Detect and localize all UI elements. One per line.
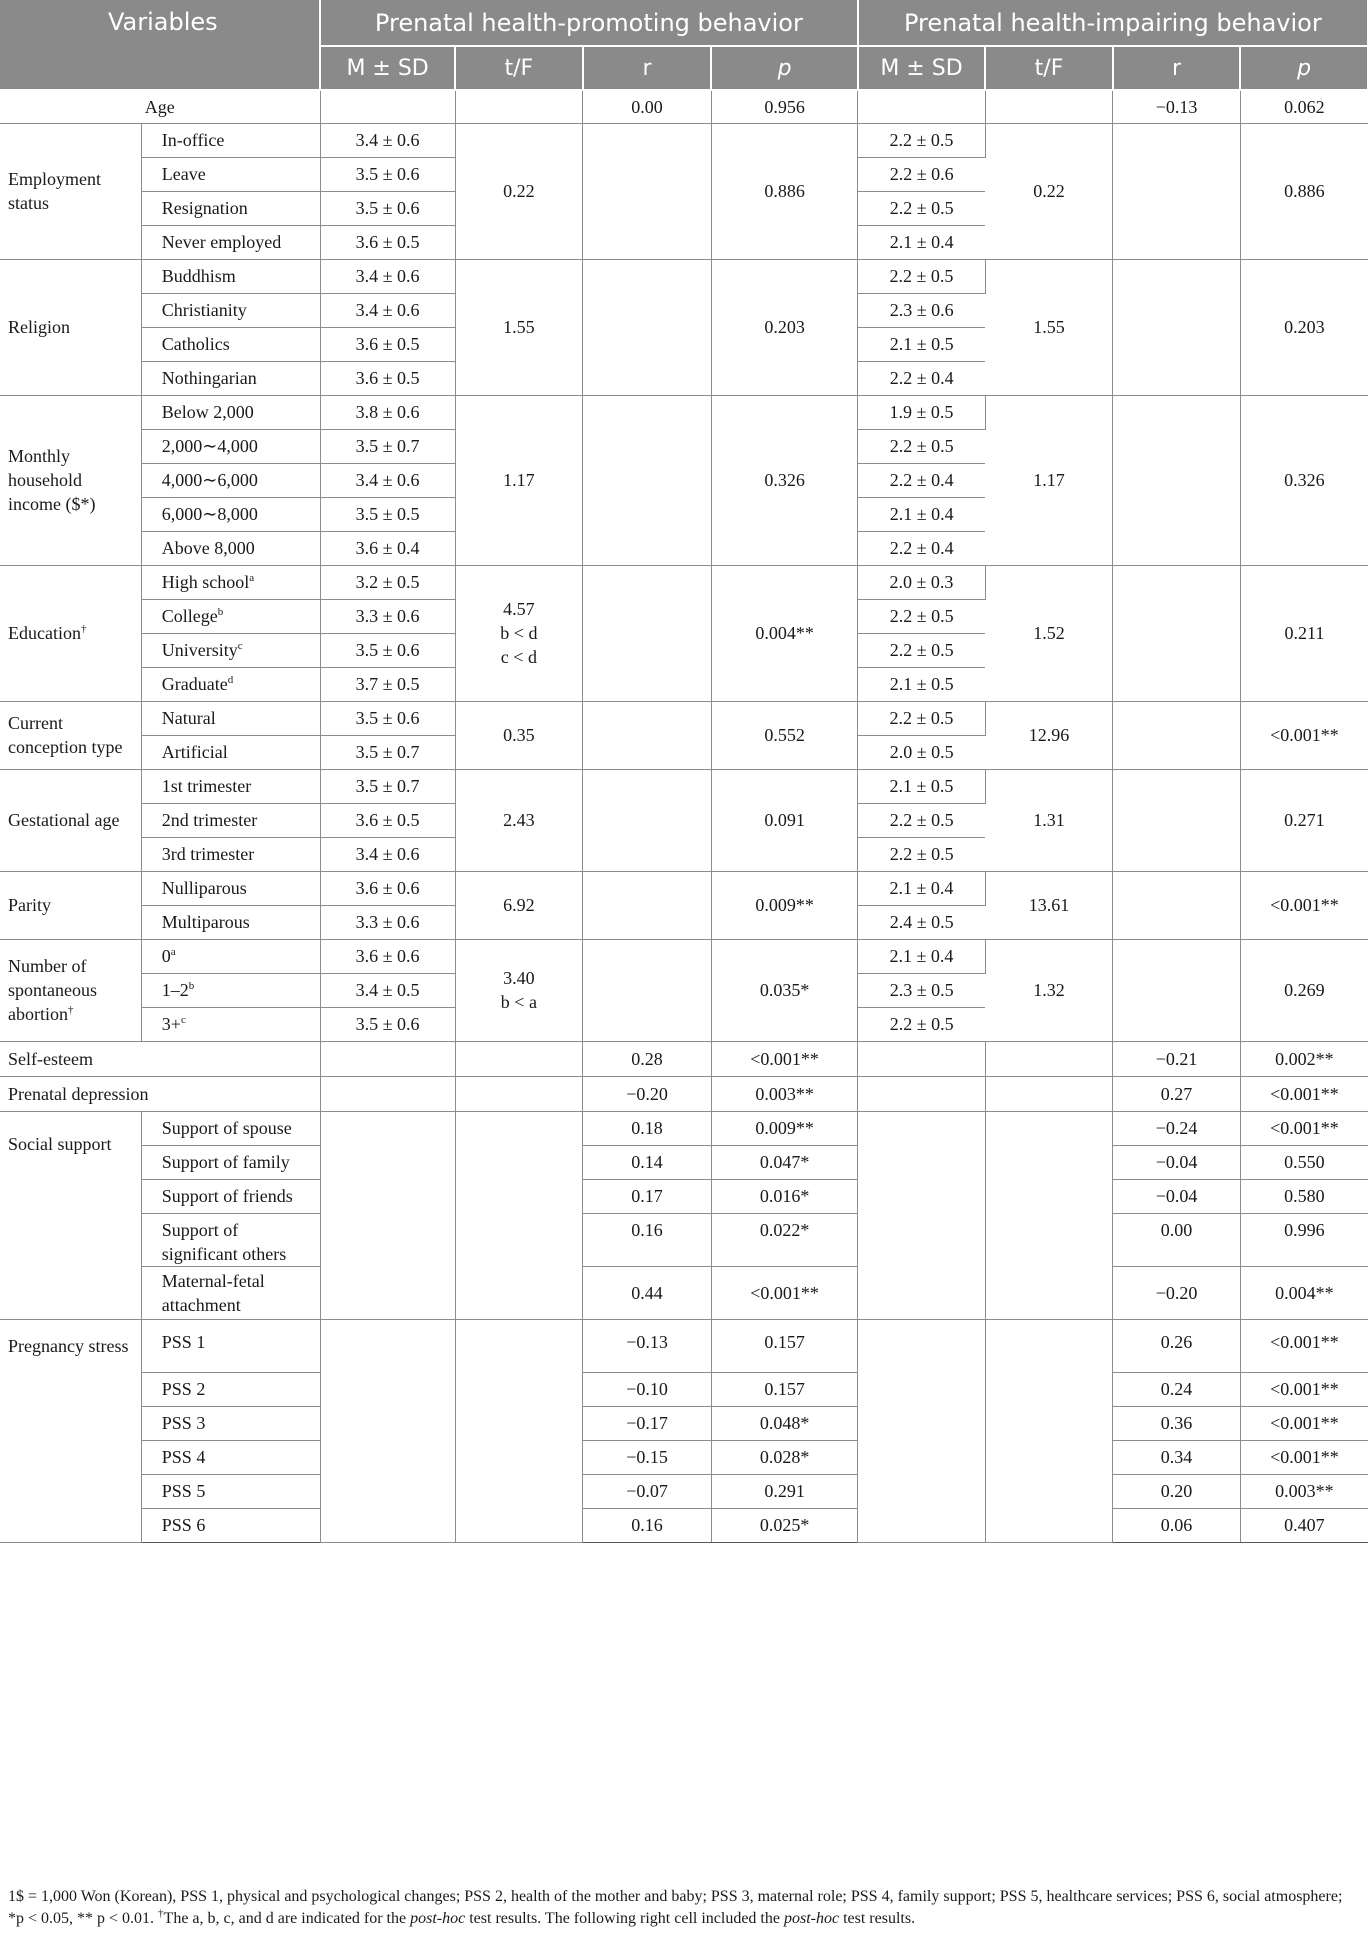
cell-m1: 3.4 ± 0.5 [320,973,455,1007]
cell-m2: 2.2 ± 0.6 [858,157,986,191]
sub-label: 3+$^c$ [141,1007,320,1041]
sub-label: 3rd trimester [141,837,320,871]
cell-p2: 0.271 [1240,769,1368,871]
cell-tf1: 0.22 [455,123,583,259]
cell-p1: 0.009** [711,871,857,939]
cell-p1: 0.203 [711,259,857,395]
cell-m2: 2.1 ± 0.4 [858,871,986,905]
cell-r2: 0.06 [1113,1508,1241,1542]
header-msd-1: M ± SD [320,46,455,90]
cell-r1: −0.20 [583,1076,712,1111]
cell-r2: 0.00 [1113,1213,1241,1266]
table-row [0,565,1368,599]
cell-m1: 3.5 ± 0.6 [320,1007,455,1041]
cell-tf1 [455,1111,583,1319]
cell-r1 [583,565,712,701]
cell-p1: 0.886 [711,123,857,259]
var-label: Self-esteem [0,1041,320,1076]
cell-p1: 0.025* [711,1508,857,1542]
cell-p2: 0.211 [1240,565,1368,701]
cell-r1 [583,259,712,395]
sub-label: PSS 5 [141,1474,320,1508]
cell-r2: −0.13 [1113,90,1241,123]
cell-p2: 0.062 [1240,90,1368,123]
sub-label: 6,000∼8,000 [141,497,320,531]
cell-m1: 3.7 ± 0.5 [320,667,455,701]
cell-r2: −0.04 [1113,1145,1241,1179]
cell-m1: 3.5 ± 0.7 [320,429,455,463]
sub-label: Support of friends [141,1179,320,1213]
var-label: Prenatal depression [0,1076,320,1111]
cell-p1: 0.048* [711,1406,857,1440]
cell-p1: 0.022* [711,1213,857,1266]
sub-label: University$^c$ [141,633,320,667]
sub-label: Support of family [141,1145,320,1179]
sub-label: Leave [141,157,320,191]
cell-p2: 0.326 [1240,395,1368,565]
cell-m2: 2.1 ± 0.4 [858,939,986,973]
header-variables: Variables [0,0,320,90]
cell-tf1 [455,90,583,123]
table-header [0,0,1368,90]
cell-tf2 [985,1041,1113,1076]
var-label: Pregnancy stress [0,1319,141,1542]
cell-m2: 2.3 ± 0.5 [858,973,986,1007]
sub-label: Below 2,000 [141,395,320,429]
cell-p1: 0.552 [711,701,857,769]
sub-label: Multiparous [141,905,320,939]
cell-tf2: 1.55 [985,259,1113,395]
var-label: Religion [0,259,141,395]
cell-p2: <0.001** [1240,1319,1368,1372]
cell-m1 [320,1076,455,1111]
cell-p2: 0.580 [1240,1179,1368,1213]
cell-m1: 3.5 ± 0.7 [320,769,455,803]
table-row [0,1266,1368,1319]
cell-p1: 0.091 [711,769,857,871]
cell-m2: 2.1 ± 0.5 [858,327,986,361]
cell-tf1: 6.92 [455,871,583,939]
var-label: Employment status [0,123,141,259]
cell-tf2: 12.96 [985,701,1113,769]
cell-m2: 2.2 ± 0.5 [858,1007,986,1041]
cell-tf1: 0.35 [455,701,583,769]
cell-m1: 3.3 ± 0.6 [320,905,455,939]
cell-tf2: 1.52 [985,565,1113,701]
sub-label: Artificial [141,735,320,769]
table-row [0,1179,1368,1213]
sub-label: 0$^a$ [141,939,320,973]
cell-r2: 0.20 [1113,1474,1241,1508]
sub-label: PSS 4 [141,1440,320,1474]
sub-label: Graduate$^d$ [141,667,320,701]
table-row [0,1440,1368,1474]
cell-r1: 0.16 [583,1213,712,1266]
var-label: Parity [0,871,141,939]
cell-p1: 0.028* [711,1440,857,1474]
cell-r2 [1113,259,1241,395]
sub-label: Catholics [141,327,320,361]
cell-tf1: 1.17 [455,395,583,565]
cell-m2: 2.2 ± 0.5 [858,599,986,633]
table-row [0,1041,1368,1076]
cell-m2: 2.1 ± 0.5 [858,667,986,701]
cell-p1: 0.003** [711,1076,857,1111]
cell-r2: 0.24 [1113,1372,1241,1406]
cell-r1 [583,395,712,565]
cell-m1 [320,1111,455,1319]
cell-tf2 [985,1111,1113,1319]
cell-p1: 0.047* [711,1145,857,1179]
cell-p1: 0.157 [711,1319,857,1372]
cell-p2: <0.001** [1240,1111,1368,1145]
cell-tf1 [455,1319,583,1542]
cell-r1 [583,939,712,1041]
cell-r2: 0.34 [1113,1440,1241,1474]
cell-m1: 3.6 ± 0.5 [320,361,455,395]
cell-tf1: 2.43 [455,769,583,871]
sub-label: 4,000∼6,000 [141,463,320,497]
sub-label: PSS 2 [141,1372,320,1406]
table-row [0,1213,1368,1266]
cell-m2: 2.2 ± 0.5 [858,837,986,871]
cell-p2: <0.001** [1240,701,1368,769]
sub-label: Support of significant others [141,1213,320,1266]
cell-p1: 0.326 [711,395,857,565]
cell-p2: <0.001** [1240,1076,1368,1111]
cell-p1: 0.004** [711,565,857,701]
cell-m1: 3.3 ± 0.6 [320,599,455,633]
cell-m2: 2.0 ± 0.5 [858,735,986,769]
var-label: Social support [0,1111,141,1319]
cell-p2: 0.003** [1240,1474,1368,1508]
sub-label: 2nd trimester [141,803,320,837]
sub-label: 1–2$^b$ [141,973,320,1007]
header-r-2: r [1113,46,1241,90]
cell-m1: 3.5 ± 0.6 [320,191,455,225]
cell-tf2: 13.61 [985,871,1113,939]
sub-label: Natural [141,701,320,735]
cell-tf2 [985,1319,1113,1542]
cell-p1: <0.001** [711,1266,857,1319]
cell-r1: 0.18 [583,1111,712,1145]
header-health-impairing: Prenatal health-impairing behavior [858,0,1368,46]
cell-p1: 0.291 [711,1474,857,1508]
cell-p2: 0.996 [1240,1213,1368,1266]
cell-m2: 2.3 ± 0.6 [858,293,986,327]
cell-r2 [1113,565,1241,701]
cell-m1: 3.8 ± 0.6 [320,395,455,429]
cell-p2: 0.550 [1240,1145,1368,1179]
cell-m2: 2.2 ± 0.5 [858,429,986,463]
cell-p1: 0.157 [711,1372,857,1406]
table-row [0,1508,1368,1542]
cell-m1: 3.5 ± 0.6 [320,157,455,191]
cell-m2: 2.4 ± 0.5 [858,905,986,939]
table-body [0,90,1368,1542]
cell-m1 [320,1041,455,1076]
cell-p2: 0.407 [1240,1508,1368,1542]
sub-label: PSS 1 [141,1319,320,1372]
cell-r1 [583,701,712,769]
var-label: Number of spontaneous abortion† [0,939,141,1041]
table-row [0,1076,1368,1111]
cell-r2 [1113,939,1241,1041]
cell-r1: −0.07 [583,1474,712,1508]
sub-label: Never employed [141,225,320,259]
table-row [0,1474,1368,1508]
table-row [0,1145,1368,1179]
cell-p1: <0.001** [711,1041,857,1076]
cell-m1: 3.4 ± 0.6 [320,293,455,327]
header-r-1: r [583,46,712,90]
cell-m2 [858,1319,986,1542]
table-row [0,1372,1368,1406]
header-tf-1: t/F [455,46,583,90]
cell-r1: 0.17 [583,1179,712,1213]
cell-p2: 0.004** [1240,1266,1368,1319]
cell-r1: 0.14 [583,1145,712,1179]
cell-m1 [320,1319,455,1542]
cell-m1: 3.4 ± 0.6 [320,123,455,157]
table-row [0,395,1368,429]
cell-r2 [1113,871,1241,939]
cell-m1: 3.6 ± 0.6 [320,939,455,973]
cell-r1: 0.16 [583,1508,712,1542]
table-row [0,90,1368,123]
cell-p2: 0.886 [1240,123,1368,259]
cell-p1: 0.956 [711,90,857,123]
cell-m1: 3.5 ± 0.6 [320,633,455,667]
sub-label: 2,000∼4,000 [141,429,320,463]
cell-m1: 3.6 ± 0.5 [320,803,455,837]
cell-tf2: 1.32 [985,939,1113,1041]
table-row [0,259,1368,293]
cell-r1 [583,769,712,871]
cell-m1: 3.5 ± 0.6 [320,701,455,735]
cell-tf1: 1.55 [455,259,583,395]
cell-m1: 3.5 ± 0.7 [320,735,455,769]
cell-p1: 0.016* [711,1179,857,1213]
cell-m2: 2.2 ± 0.5 [858,191,986,225]
cell-p1: 0.035* [711,939,857,1041]
cell-p2: <0.001** [1240,1372,1368,1406]
cell-m2 [858,90,986,123]
cell-m1: 3.6 ± 0.5 [320,327,455,361]
cell-tf2: 1.17 [985,395,1113,565]
cell-m1: 3.5 ± 0.5 [320,497,455,531]
cell-r2: 0.26 [1113,1319,1241,1372]
cell-tf1: 4.57 b < d c < d [455,565,583,701]
table-row [0,123,1368,157]
header-p-1: p [711,46,857,90]
sub-label: Resignation [141,191,320,225]
cell-m2: 2.1 ± 0.5 [858,769,986,803]
sub-label: College$^b$ [141,599,320,633]
cell-tf2: 1.31 [985,769,1113,871]
cell-p2: 0.002** [1240,1041,1368,1076]
cell-m2: 1.9 ± 0.5 [858,395,986,429]
cell-tf1 [455,1041,583,1076]
sub-label: 1st trimester [141,769,320,803]
sub-label: Nothingarian [141,361,320,395]
table-row [0,1406,1368,1440]
cell-r2: −0.21 [1113,1041,1241,1076]
cell-p1: 0.009** [711,1111,857,1145]
cell-m1: 3.4 ± 0.6 [320,259,455,293]
cell-r1: 0.44 [583,1266,712,1319]
cell-m2: 2.0 ± 0.3 [858,565,986,599]
cell-m2: 2.2 ± 0.4 [858,463,986,497]
cell-p2: <0.001** [1240,1440,1368,1474]
cell-m2: 2.2 ± 0.5 [858,803,986,837]
var-label: Education† [0,565,141,701]
cell-m2 [858,1041,986,1076]
cell-tf2: 0.22 [985,123,1113,259]
cell-m2: 2.2 ± 0.5 [858,633,986,667]
cell-m1: 3.6 ± 0.6 [320,871,455,905]
var-label: Gestational age [0,769,141,871]
cell-r1 [583,871,712,939]
sub-label: Above 8,000 [141,531,320,565]
cell-m1: 3.4 ± 0.6 [320,463,455,497]
sub-label: Support of spouse [141,1111,320,1145]
cell-m2 [858,1076,986,1111]
sub-label: High school$^a$ [141,565,320,599]
cell-r2 [1113,123,1241,259]
cell-m2: 2.2 ± 0.5 [858,701,986,735]
var-label: Age [0,90,320,123]
cell-r2: −0.04 [1113,1179,1241,1213]
cell-p2: 0.203 [1240,259,1368,395]
sub-label: PSS 3 [141,1406,320,1440]
cell-tf2 [985,1076,1113,1111]
var-label: Current conception type [0,701,141,769]
cell-m1: 3.4 ± 0.6 [320,837,455,871]
table-row [0,871,1368,905]
cell-m2: 2.1 ± 0.4 [858,225,986,259]
cell-r2 [1113,769,1241,871]
cell-tf1 [455,1076,583,1111]
table-row [0,769,1368,803]
cell-r2 [1113,701,1241,769]
sub-label: Christianity [141,293,320,327]
cell-r1: −0.17 [583,1406,712,1440]
cell-m2: 2.2 ± 0.4 [858,531,986,565]
cell-p2: <0.001** [1240,871,1368,939]
table-row [0,701,1368,735]
table-footnote: 1$ = 1,000 Won (Korean), PSS 1, physical and psychological changes; PSS 2, health of the mother and baby; PSS 3, maternal role; PSS 4, family support; PSS 5, healthcare services; PSS 6, social atmosphere; *p < 0.05, ** p < 0.01. †The a, b, c, and d are indicated for the post-hoc test results. The following right cell included the post-hoc test results. [8,1888,1343,1927]
cell-r1 [583,123,712,259]
cell-r1: −0.15 [583,1440,712,1474]
cell-r1: −0.10 [583,1372,712,1406]
cell-m2: 2.1 ± 0.4 [858,497,986,531]
cell-m2: 2.2 ± 0.5 [858,259,986,293]
cell-m1: 3.6 ± 0.5 [320,225,455,259]
sub-label: PSS 6 [141,1508,320,1542]
cell-tf1: 3.40 b < a [455,939,583,1041]
cell-r2: 0.27 [1113,1076,1241,1111]
cell-m2 [858,1111,986,1319]
cell-r1: 0.28 [583,1041,712,1076]
cell-r1: 0.00 [583,90,712,123]
cell-tf2 [985,90,1113,123]
cell-m1: 3.2 ± 0.5 [320,565,455,599]
var-label: Monthly household income ($*) [0,395,141,565]
sub-label: In-office [141,123,320,157]
cell-p2: <0.001** [1240,1406,1368,1440]
sub-label: Nulliparous [141,871,320,905]
cell-r1: −0.13 [583,1319,712,1372]
cell-m1 [320,90,455,123]
header-health-promoting: Prenatal health-promoting behavior [320,0,858,46]
cell-r2 [1113,395,1241,565]
header-tf-2: t/F [985,46,1113,90]
cell-m2: 2.2 ± 0.5 [858,123,986,157]
header-p-2: p [1240,46,1368,90]
cell-m1: 3.6 ± 0.4 [320,531,455,565]
cell-m2: 2.2 ± 0.4 [858,361,986,395]
table-row [0,939,1368,973]
table-row [0,1319,1368,1372]
table-row [0,1111,1368,1145]
sub-label: Maternal-fetal attachment [141,1266,320,1319]
sub-label: Buddhism [141,259,320,293]
header-msd-2: M ± SD [858,46,986,90]
cell-r2: −0.24 [1113,1111,1241,1145]
cell-r2: 0.36 [1113,1406,1241,1440]
cell-r2: −0.20 [1113,1266,1241,1319]
cell-p2: 0.269 [1240,939,1368,1041]
